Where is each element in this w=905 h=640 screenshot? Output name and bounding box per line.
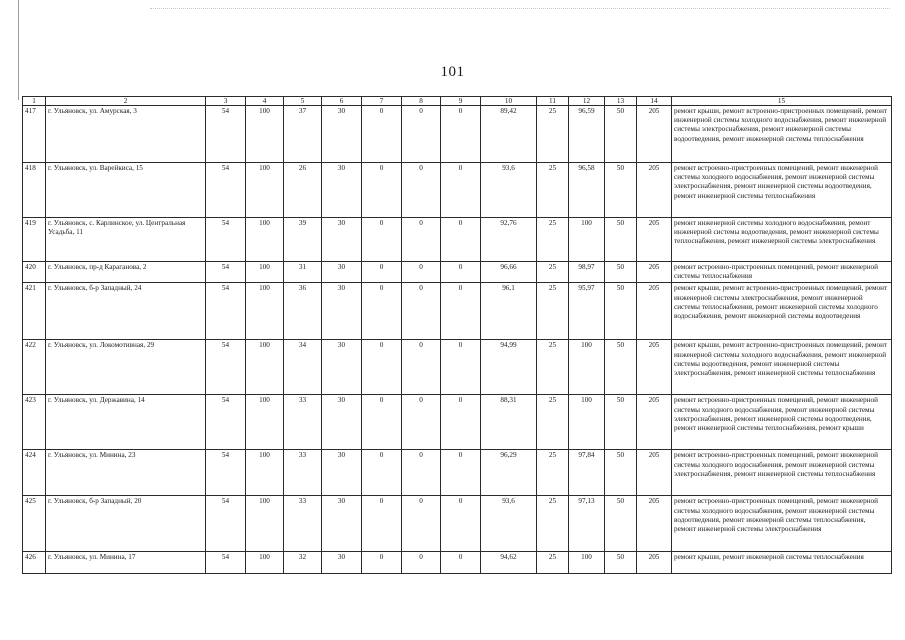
value-cell: 25 [537,283,569,340]
value-cell: 96,66 [481,262,537,283]
value-cell: 33 [284,496,322,552]
value-cell: 54 [206,262,246,283]
value-cell: 25 [537,395,569,450]
works-cell: ремонт встроенно-пристроенных помещений, ремонт инженерной системы холодного водоснабжения, ремонт инженерной системы электроснабжения, ремонт инженерной системы теплоснабжения [672,450,892,496]
value-cell: 100 [246,340,284,395]
value-cell: 0 [402,106,441,163]
value-cell: 50 [605,450,637,496]
row-number: 423 [23,395,46,450]
table-row [23,552,892,574]
value-cell: 93,6 [481,163,537,218]
value-cell: 100 [569,218,605,262]
table-row [23,163,892,218]
value-cell: 54 [206,218,246,262]
value-cell: 25 [537,450,569,496]
value-cell: 54 [206,163,246,218]
value-cell: 50 [605,283,637,340]
value-cell: 30 [322,496,362,552]
value-cell: 205 [637,218,672,262]
value-cell: 30 [322,262,362,283]
value-cell: 50 [605,262,637,283]
column-header: 13 [605,97,637,106]
value-cell: 0 [402,262,441,283]
value-cell: 30 [322,340,362,395]
value-cell: 30 [322,552,362,574]
value-cell: 0 [441,450,481,496]
value-cell: 0 [402,496,441,552]
value-cell: 36 [284,283,322,340]
value-cell: 100 [569,340,605,395]
value-cell: 0 [362,340,402,395]
address-cell: г. Ульяновск, ул. Локомотивная, 29 [46,340,206,395]
works-cell: ремонт крыши, ремонт встроенно-пристроенных помещений, ремонт инженерной системы электроснабжения, ремонт инженерной системы теплоснабжения, ремонт инженерной системы холодного водоснабжения, ремонт инженерной системы водоотведения [672,283,892,340]
value-cell: 54 [206,552,246,574]
table-row [23,283,892,340]
column-header: 14 [637,97,672,106]
value-cell: 100 [246,106,284,163]
value-cell: 30 [322,395,362,450]
value-cell: 0 [441,496,481,552]
value-cell: 92,76 [481,218,537,262]
value-cell: 205 [637,106,672,163]
table-row [23,450,892,496]
row-number: 421 [23,283,46,340]
value-cell: 30 [322,163,362,218]
works-cell: ремонт крыши, ремонт встроенно-пристроенных помещений, ремонт инженерной системы холодного водоснабжения, ремонт инженерной системы водоотведения, ремонт инженерной системы электроснабжения, ремонт инженерной системы теплоснабжения [672,340,892,395]
column-header: 4 [246,97,284,106]
value-cell: 0 [402,163,441,218]
value-cell: 25 [537,552,569,574]
value-cell: 96,59 [569,106,605,163]
value-cell: 96,1 [481,283,537,340]
value-cell: 54 [206,395,246,450]
value-cell: 54 [206,340,246,395]
header-row [23,97,892,106]
value-cell: 0 [441,106,481,163]
value-cell: 50 [605,552,637,574]
table-row [23,106,892,163]
value-cell: 50 [605,340,637,395]
column-header: 2 [46,97,206,106]
value-cell: 30 [322,106,362,163]
value-cell: 0 [362,395,402,450]
value-cell: 25 [537,163,569,218]
address-cell: г. Ульяновск, с. Карлинское, ул. Центральная Усадьба, 11 [46,218,206,262]
value-cell: 25 [537,262,569,283]
value-cell: 0 [362,218,402,262]
column-header: 5 [284,97,322,106]
value-cell: 33 [284,450,322,496]
address-cell: г. Ульяновск, б-р Западный, 24 [46,283,206,340]
value-cell: 0 [441,552,481,574]
address-cell: г. Ульяновск, б-р Западный, 20 [46,496,206,552]
value-cell: 205 [637,450,672,496]
value-cell: 34 [284,340,322,395]
value-cell: 50 [605,106,637,163]
column-header: 10 [481,97,537,106]
value-cell: 50 [605,395,637,450]
scan-dotted-line [150,8,890,10]
works-cell: ремонт встроенно-пристроенных помещений, ремонт инженерной системы холодного водоснабжения, ремонт инженерной системы электроснабжения, ремонт инженерной системы водоотведения, ремонт инженерной системы теплоснабжения [672,163,892,218]
value-cell: 205 [637,163,672,218]
row-number: 420 [23,262,46,283]
value-cell: 30 [322,450,362,496]
row-number: 419 [23,218,46,262]
value-cell: 0 [441,395,481,450]
value-cell: 25 [537,496,569,552]
value-cell: 32 [284,552,322,574]
value-cell: 0 [402,283,441,340]
value-cell: 100 [246,450,284,496]
address-cell: г. Ульяновск, ул. Державина, 14 [46,395,206,450]
column-header: 12 [569,97,605,106]
page-number: 101 [440,64,465,80]
address-cell: г. Ульяновск, пр-д Караганова, 2 [46,262,206,283]
address-cell: г. Ульяновск, ул. Варейкиса, 15 [46,163,206,218]
value-cell: 0 [362,552,402,574]
value-cell: 0 [441,163,481,218]
value-cell: 100 [246,218,284,262]
value-cell: 0 [402,340,441,395]
row-number: 424 [23,450,46,496]
address-cell: г. Ульяновск, ул. Минина, 17 [46,552,206,574]
row-number: 422 [23,340,46,395]
value-cell: 96,58 [569,163,605,218]
value-cell: 0 [402,395,441,450]
value-cell: 100 [246,395,284,450]
table-row [23,395,892,450]
value-cell: 97,13 [569,496,605,552]
value-cell: 25 [537,218,569,262]
value-cell: 54 [206,496,246,552]
value-cell: 54 [206,283,246,340]
works-cell: ремонт инженерной системы холодного водоснабжения, ремонт инженерной системы водоотведения, ремонт инженерной системы теплоснабжения, ремонт инженерной системы электроснабжения [672,218,892,262]
value-cell: 30 [322,218,362,262]
value-cell: 0 [402,552,441,574]
value-cell: 33 [284,395,322,450]
works-cell: ремонт крыши, ремонт инженерной системы теплоснабжения [672,552,892,574]
table-row [23,340,892,395]
value-cell: 205 [637,496,672,552]
value-cell: 0 [362,496,402,552]
table-row [23,262,892,283]
value-cell: 0 [402,450,441,496]
column-header: 15 [672,97,892,106]
table-row [23,496,892,552]
column-header: 6 [322,97,362,106]
column-header: 3 [206,97,246,106]
value-cell: 205 [637,262,672,283]
value-cell: 31 [284,262,322,283]
works-cell: ремонт крыши, ремонт встроенно-пристроенных помещений, ремонт инженерной системы холодного водоснабжения, ремонт инженерной системы электроснабжения, ремонт инженерной системы водоотведения, ремонт инженерной системы теплоснабжения [672,106,892,163]
column-header: 1 [23,97,46,106]
scan-edge-line [18,0,19,100]
value-cell: 0 [362,163,402,218]
value-cell: 94,99 [481,340,537,395]
value-cell: 26 [284,163,322,218]
address-cell: г. Ульяновск, ул. Минина, 23 [46,450,206,496]
value-cell: 50 [605,163,637,218]
value-cell: 100 [246,552,284,574]
row-number: 418 [23,163,46,218]
value-cell: 205 [637,395,672,450]
works-cell: ремонт встроенно-пристроенных помещений, ремонт инженерной системы холодного водоснабжения, ремонт инженерной системы водоотведения, ремонт инженерной системы теплоснабжения, ремонт инженерной системы электроснабжения [672,496,892,552]
value-cell: 100 [569,395,605,450]
repair-program-table [22,96,892,574]
value-cell: 25 [537,106,569,163]
address-cell: г. Ульяновск, ул. Амурская, 3 [46,106,206,163]
value-cell: 205 [637,283,672,340]
value-cell: 205 [637,340,672,395]
value-cell: 0 [402,218,441,262]
row-number: 426 [23,552,46,574]
value-cell: 100 [569,552,605,574]
value-cell: 0 [362,262,402,283]
column-header: 8 [402,97,441,106]
value-cell: 93,6 [481,496,537,552]
value-cell: 94,62 [481,552,537,574]
value-cell: 96,29 [481,450,537,496]
works-cell: ремонт встроенно-пристроенных помещений, ремонт инженерной системы теплоснабжения [672,262,892,283]
column-header: 9 [441,97,481,106]
row-number: 425 [23,496,46,552]
table-row [23,218,892,262]
value-cell: 50 [605,496,637,552]
value-cell: 30 [322,283,362,340]
value-cell: 0 [362,106,402,163]
value-cell: 25 [537,340,569,395]
value-cell: 39 [284,218,322,262]
value-cell: 0 [441,218,481,262]
value-cell: 100 [246,283,284,340]
value-cell: 89,42 [481,106,537,163]
column-header: 7 [362,97,402,106]
value-cell: 100 [246,262,284,283]
value-cell: 0 [441,340,481,395]
value-cell: 98,97 [569,262,605,283]
value-cell: 95,97 [569,283,605,340]
value-cell: 0 [441,283,481,340]
row-number: 417 [23,106,46,163]
value-cell: 88,31 [481,395,537,450]
value-cell: 100 [246,496,284,552]
value-cell: 50 [605,218,637,262]
value-cell: 54 [206,106,246,163]
value-cell: 54 [206,450,246,496]
table-container [22,96,891,574]
works-cell: ремонт встроенно-пристроенных помещений, ремонт инженерной системы холодного водоснабжения, ремонт инженерной системы электроснабжения, ремонт инженерной системы водоотведения, ремонт инженерной системы теплоснабжения, ремонт крыши [672,395,892,450]
value-cell: 100 [246,163,284,218]
column-header: 11 [537,97,569,106]
value-cell: 37 [284,106,322,163]
value-cell: 0 [362,450,402,496]
value-cell: 97,84 [569,450,605,496]
value-cell: 0 [362,283,402,340]
value-cell: 0 [441,262,481,283]
value-cell: 205 [637,552,672,574]
